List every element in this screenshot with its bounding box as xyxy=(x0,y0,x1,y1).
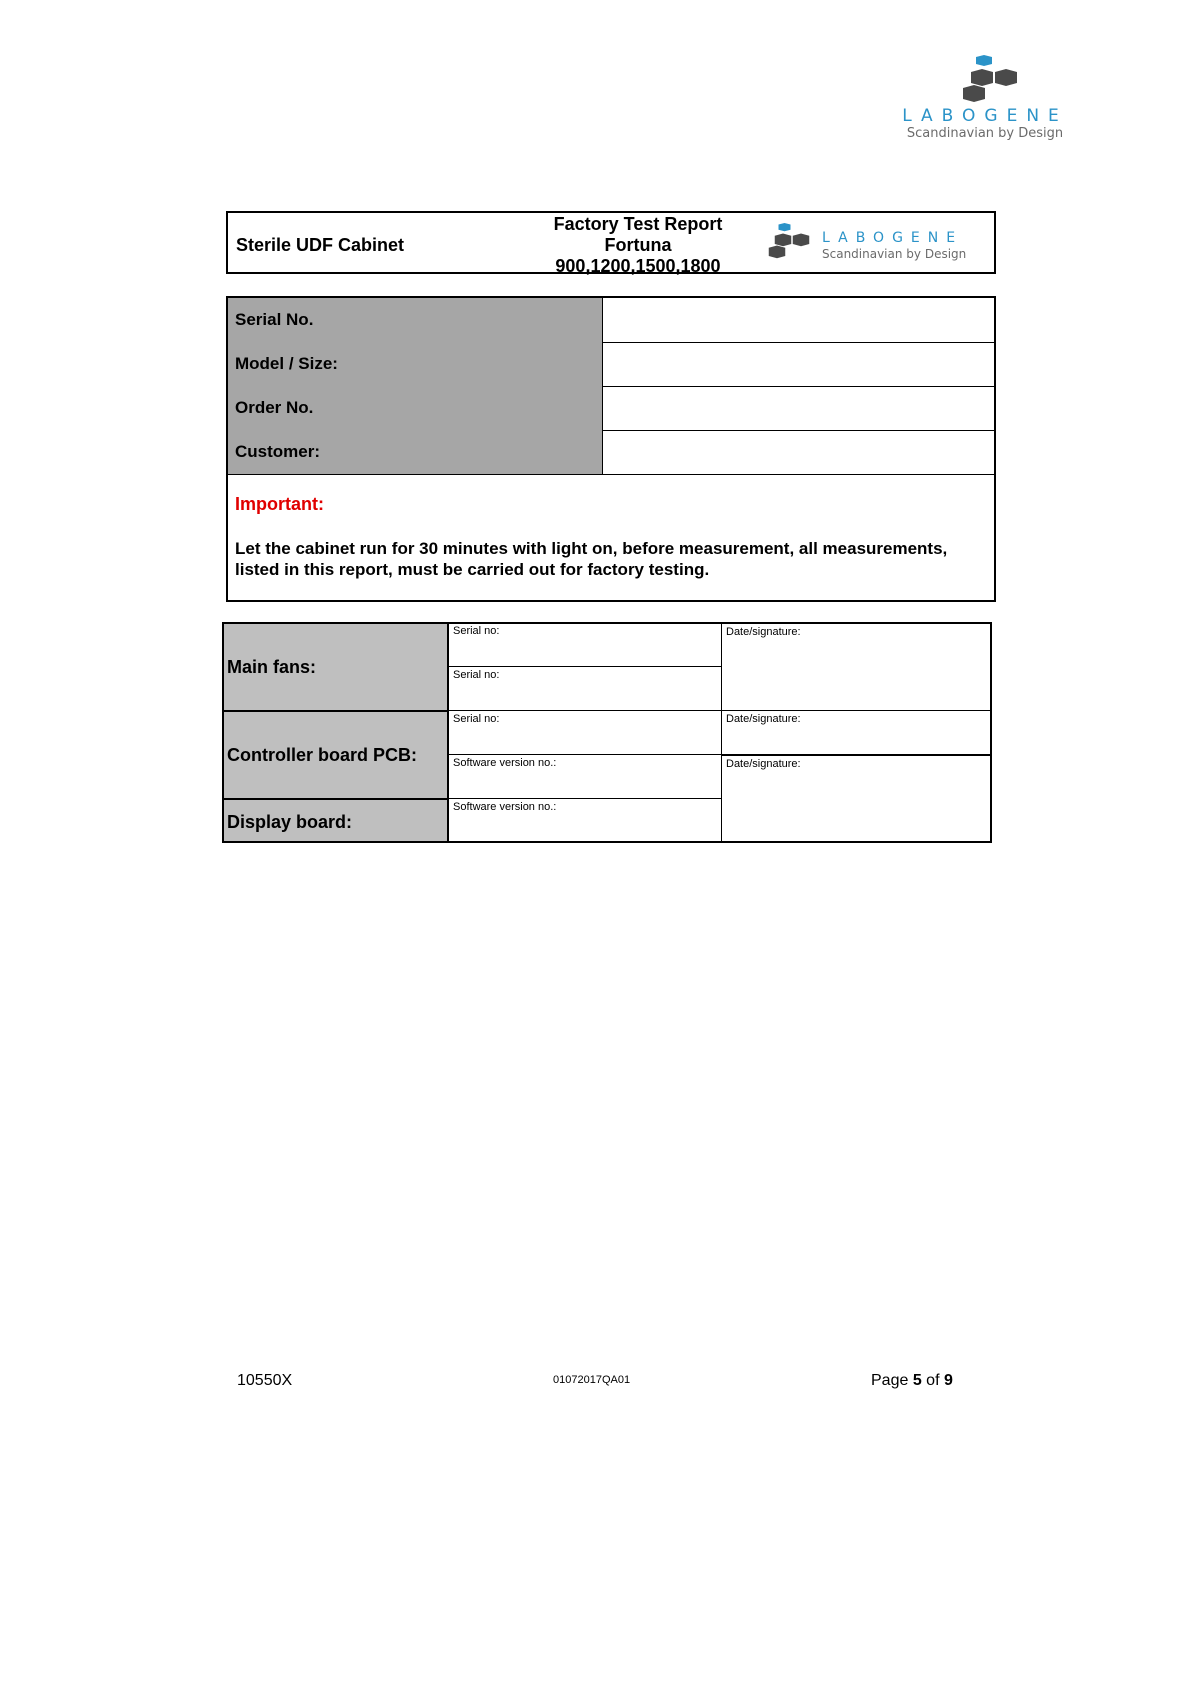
order-no-label: Order No. xyxy=(228,386,603,430)
main-fans-label: Main fans: xyxy=(222,622,449,712)
important-note: Let the cabinet run for 30 minutes with light on, before measurement, all measurements, listed in this report, must be carried out for factory testing. xyxy=(235,539,948,579)
serial-no-caption: Serial no: xyxy=(453,625,500,637)
page-total: 9 xyxy=(943,1372,953,1389)
component-signoff-table xyxy=(222,622,992,843)
main-fan-1-serial-field[interactable] xyxy=(448,622,722,667)
main-fan-2-serial-field[interactable] xyxy=(448,666,722,711)
document-number: 10550X xyxy=(237,1372,293,1389)
info-row-customer xyxy=(228,430,994,475)
date-signature-caption: Date/signature: xyxy=(726,758,801,770)
important-label: Important: xyxy=(235,494,324,514)
page-number xyxy=(871,1372,953,1390)
product-name: Sterile UDF Cabinet xyxy=(236,235,405,255)
serial-no-caption: Serial no: xyxy=(453,713,500,725)
serial-no-field[interactable] xyxy=(604,298,994,342)
controller-software-field[interactable] xyxy=(448,754,722,799)
report-title-line-3: 900,1200,1500,1800 xyxy=(555,256,721,276)
report-title-line-2: Fortuna xyxy=(604,235,672,255)
logo-tagline: Scandinavian by Design xyxy=(822,247,967,261)
serial-no-caption: Serial no: xyxy=(453,669,500,681)
customer-field[interactable] xyxy=(604,430,994,474)
order-info-table xyxy=(226,296,996,602)
model-size-field[interactable] xyxy=(604,342,994,386)
controller-serial-date-signature-field[interactable] xyxy=(721,710,992,755)
model-size-label: Model / Size: xyxy=(228,342,603,386)
software-date-signature-field[interactable] xyxy=(721,754,992,843)
company-logo xyxy=(900,55,1070,145)
report-title-line-1: Factory Test Report xyxy=(553,214,723,234)
date-signature-caption: Date/signature: xyxy=(726,713,801,725)
display-software-field[interactable] xyxy=(448,798,722,843)
display-board-label: Display board: xyxy=(222,798,449,843)
info-row-model xyxy=(228,342,994,387)
logo-tagline: Scandinavian by Design xyxy=(906,126,1064,141)
page-current: 5 xyxy=(912,1372,922,1389)
logo-wordmark: LABOGENE xyxy=(822,230,964,246)
logo-wordmark: LABOGENE xyxy=(902,106,1068,126)
hexagon-logo-icon xyxy=(768,223,816,259)
revision-code: 01072017QA01 xyxy=(553,1374,631,1386)
page-of: of xyxy=(921,1372,944,1389)
controller-board-label: Controller board PCB: xyxy=(222,710,449,800)
hexagon-logo-icon xyxy=(962,55,1026,103)
software-version-caption: Software version no.: xyxy=(453,801,557,813)
main-fans-date-signature-field[interactable] xyxy=(721,622,992,711)
order-no-field[interactable] xyxy=(604,386,994,430)
page-prefix: Page xyxy=(871,1372,913,1389)
software-version-caption: Software version no.: xyxy=(453,757,557,769)
customer-label: Customer: xyxy=(228,430,603,474)
report-header xyxy=(226,211,996,274)
info-row-serial xyxy=(228,298,994,343)
report-title xyxy=(488,214,788,277)
serial-no-label: Serial No. xyxy=(228,298,603,342)
date-signature-caption: Date/signature: xyxy=(726,626,801,638)
header-logo xyxy=(768,221,988,267)
controller-serial-field[interactable] xyxy=(448,710,722,755)
info-row-order xyxy=(228,386,994,431)
